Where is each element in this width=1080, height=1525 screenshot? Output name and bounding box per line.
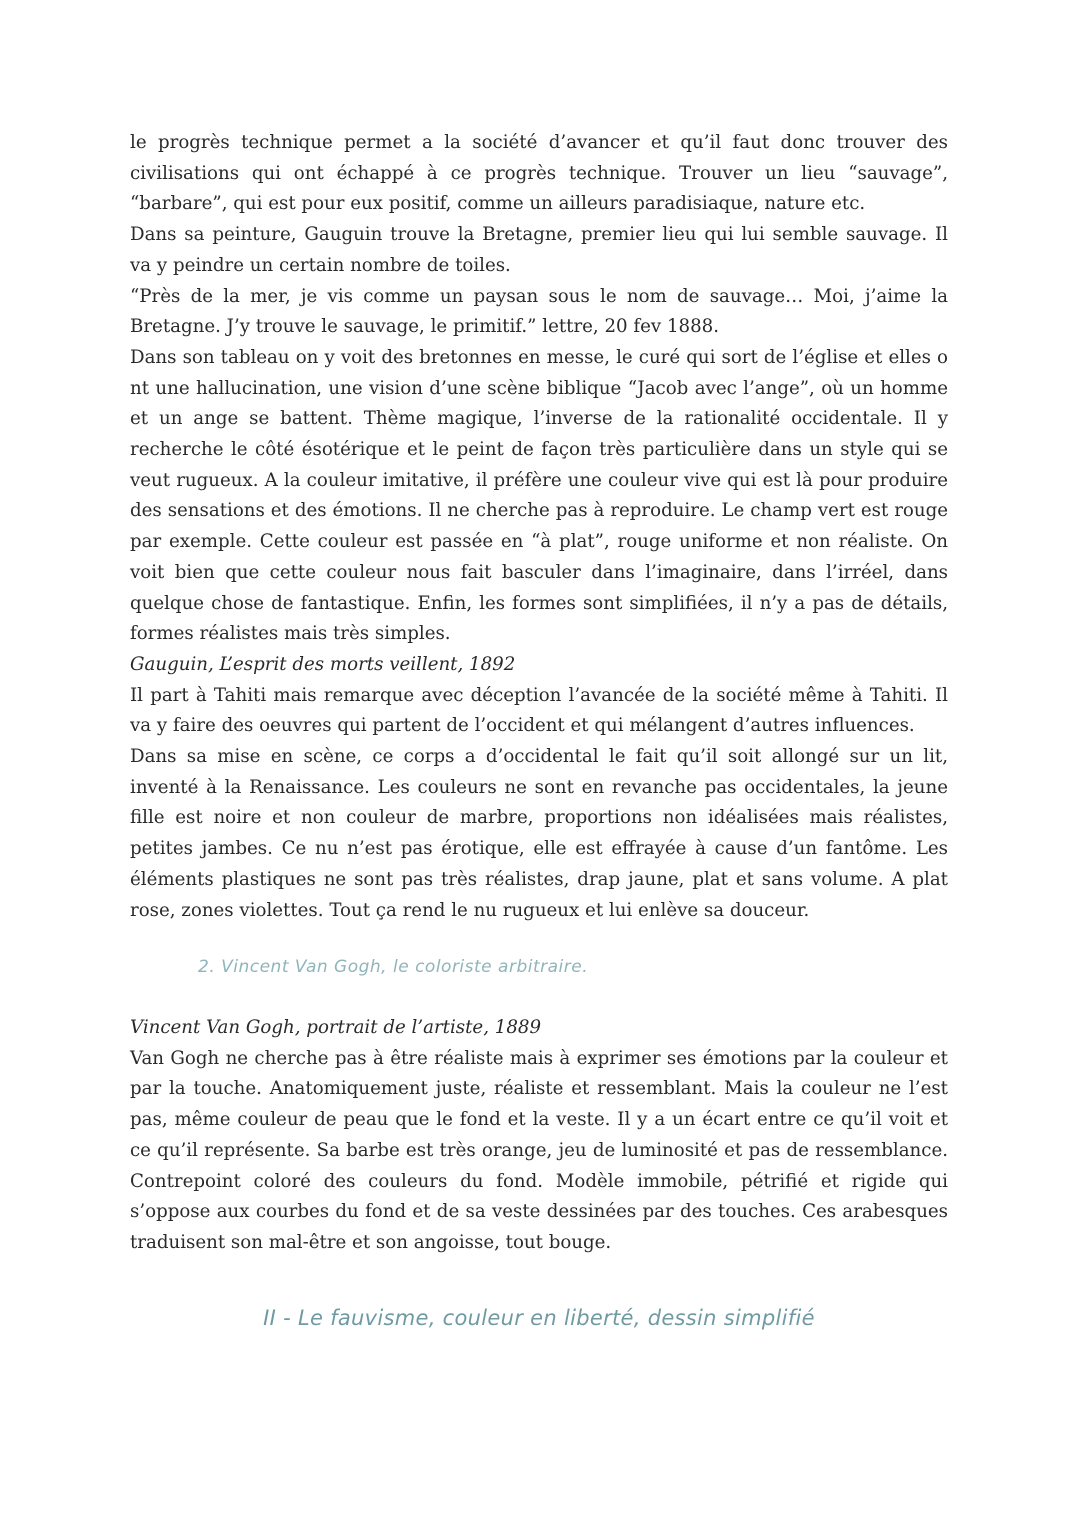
paragraph-bretagne: Dans sa peinture, Gauguin trouve la Bretagne, premier lieu qui lui semble sauvage. Il va y peindre un certain nombre de toiles. [130,224,948,276]
document-page [130,128,948,1333]
paragraph-civilisations: le progrès technique permet a la société d’avancer et qu’il faut donc trouver des civilisations qui ont échappé à ce progrès technique. Trouver un lieu “sauvage”, “barbare”, qui est pour eux positif, comme un ailleurs paradisiaque, nature etc. [130,132,948,215]
paragraph-van-gogh: Van Gogh ne cherche pas à être réaliste mais à exprimer ses émotions par la couleur et par la touche. Anatomiquement juste, réaliste et ressemblant. Mais la couleur ne l’est pas, même couleur de peau que le fond et la veste. Il y a un écart entre ce qu’il voit et ce qu’il représente. Sa barbe est très orange, jeu de luminosité et pas de ressemblance. Contrepoint coloré des couleurs du fond. Modèle immobile, pétrifié et rigide qui s’oppose aux courbes du fond et de sa veste dessinées par des touches. Ces arabesques traduisent son mal-être et son angoisse, tout bouge. [130,1047,948,1253]
paragraph-mise-en-scene: Dans sa mise en scène, ce corps a d’occidental le fait qu’il soit allongé sur un lit, inventé à la Renaissance. Les couleurs ne sont en revanche pas occidentales, la jeune fille est noire et non couleur de marbre, proportions non idéalisées mais réalistes, petites jambes. Ce nu n’est pas érotique, elle est effrayée à cause d’un fantôme. Les éléments plastiques ne sont pas très réalistes, drap jaune, plat et sans volume. A plat rose, zones violettes. Tout ça rend le nu rugueux et lui enlève sa douceur. [130,746,948,921]
section-heading-fauvisme: II - Le fauvisme, couleur en liberté, dessin simplifié [263,1305,815,1330]
paragraph-quote-letter: “Près de la mer, je vis comme un paysan sous le nom de sauvage… Moi, j’aime la Bretagne. J’y trouve le sauvage, le primitif.” lettre, 20 fev 1888. [130,285,948,338]
subheading-van-gogh: 2. Vincent Van Gogh, le coloriste arbitraire. [198,957,589,978]
paragraph-jacob-ange: Dans son tableau on y voit des bretonnes en messe, le curé qui sort de l’église et elles o nt une hallucination, une vision d’une scène biblique “Jacob avec l’ange”, où un homme et un ange se battent. Thème magique, l’inverse de la rationalité occidentale. Il y recherche le côté ésotérique et le peint de façon très particulière dans un style qui se veut rugueux. A la couleur imitative, il préfère une couleur vive qui est là pour produire des sensations et des émotions. Il ne cherche pas à reproduire. Le champ vert est rouge par exemple. Cette couleur est passée en “à plat”, rouge uniforme et non réaliste. On voit bien que cette couleur nous fait basculer dans l’imaginaire, dans l’irréel, dans quelque chose de fantastique. Enfin, les formes sont simplifiées, il n’y a pas de détails, formes réalistes mais très simples. [130,346,948,645]
paragraph-tahiti: Il part à Tahiti mais remarque avec déception l’avancée de la société même à Tahiti. Il va y faire des oeuvres qui partent de l’occident et qui mélangent d’autres influences. [130,684,948,737]
artwork-caption-van-gogh: Vincent Van Gogh, portrait de l’artiste, 1889 [130,1016,542,1038]
artwork-caption-gauguin: Gauguin, L’esprit des morts veillent, 1892 [130,653,516,675]
